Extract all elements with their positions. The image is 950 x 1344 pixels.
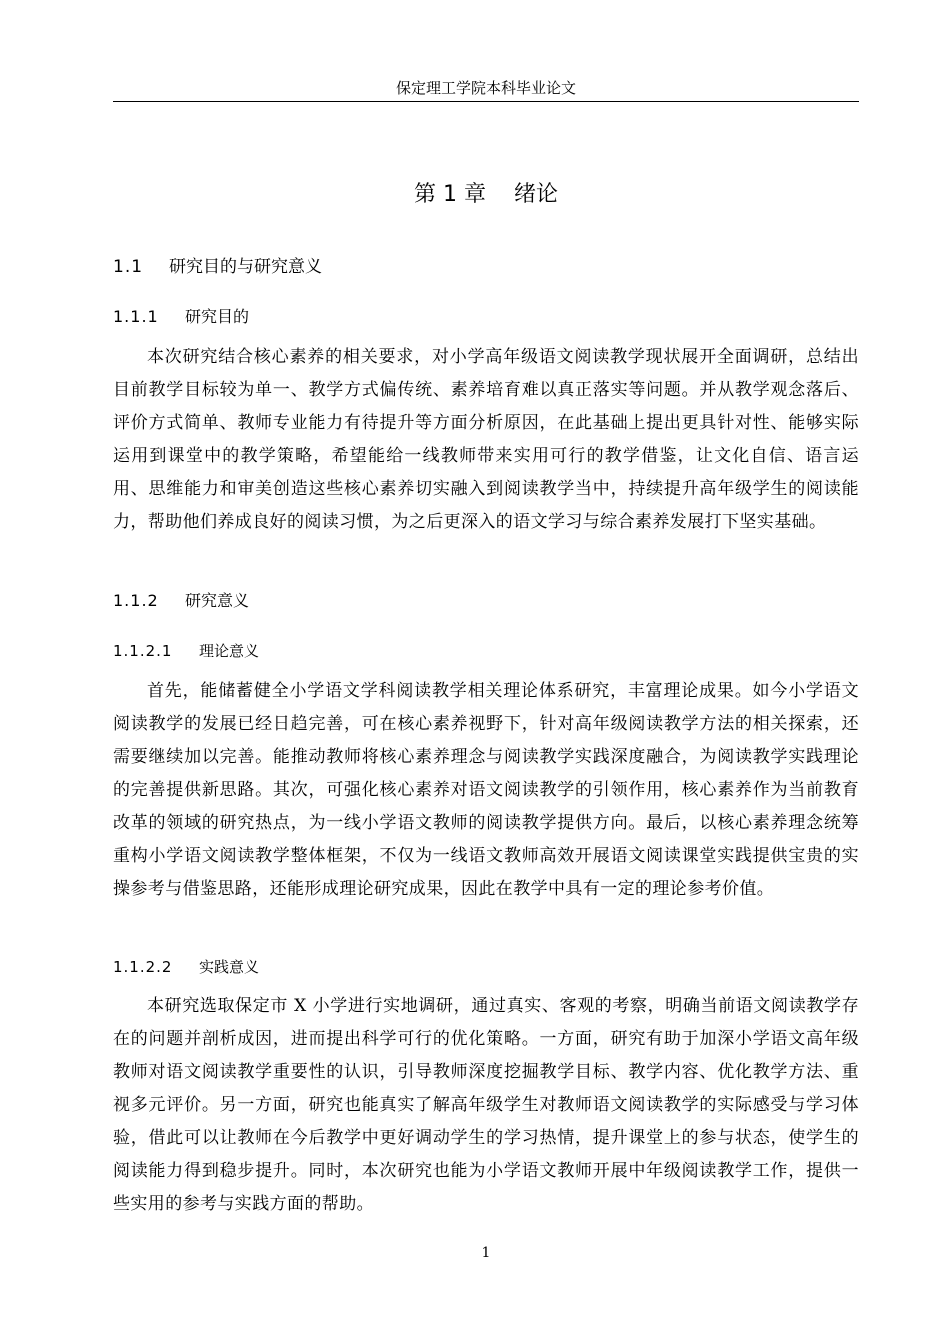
section-number: 1.1.2.1: [113, 642, 173, 660]
page-header: 保定理工学院本科毕业论文: [395, 79, 576, 97]
chapter-title: 第 1 章 绪论: [414, 182, 558, 207]
section-number: 1.1.1: [113, 307, 159, 326]
section-title: 理论意义: [199, 642, 260, 660]
section-title: 实践意义: [199, 958, 260, 976]
paragraph-research-purpose: 本次研究结合核心素养的相关要求，对小学高年级语文阅读教学现状展开全面调研，总结出目前教学目标较为单一、教学方式偏传统、素养培育难以真正落实等问题。并从教学观念落后、评价方式简单、教师专业能力有待提升等方面分析原因，在此基础上提出更具针对性、能够实际运用到课堂中的教学策略，希望能给一线教师带来实用可行的教学借鉴，让文化自信、语言运用、思维能力和审美创造这些核心素养切实融入到阅读教学当中，持续提升高年级学生的阅读能力，帮助他们养成良好的阅读习惯，为之后更深入的语文学习与综合素养发展打下坚实基础。: [113, 347, 859, 532]
section-heading-1-1-2: [113, 589, 249, 613]
section-title: 研究目的与研究意义: [169, 257, 322, 277]
section-number: 1.1.2.2: [113, 958, 173, 976]
section-heading-1-1-1: [113, 305, 249, 329]
header-rule: [113, 101, 859, 102]
section-title: 研究意义: [185, 591, 250, 610]
section-heading-1-1: [113, 254, 322, 280]
section-number: 1.1.2: [113, 591, 159, 610]
paragraph-practical-significance: 本研究选取保定市 X 小学进行实地调研，通过真实、客观的考察，明确当前语文阅读教学存在的问题并剖析成因，进而提出科学可行的优化策略。一方面，研究有助于加深小学语文高年级教师对语文阅读教学重要性的认识，引导教师深度挖掘教学目标、教学内容、优化教学方法、重视多元评价。另一方面，研究也能真实了解高年级学生对教师语文阅读教学的实际感受与学习体验，借此可以让教师在今后教学中更好调动学生的学习热情，提升课堂上的参与状态，使学生的阅读能力得到稳步提升。同时，本次研究也能为小学语文教师开展中年级阅读教学工作，提供一些实用的参考与实践方面的帮助。: [113, 996, 859, 1214]
paragraph-theoretical-significance: 首先，能储蓄健全小学语文学科阅读教学相关理论体系研究，丰富理论成果。如今小学语文阅读教学的发展已经日趋完善，可在核心素养视野下，针对高年级阅读教学方法的相关探索，还需要继续加以完善。能推动教师将核心素养理念与阅读教学实践深度融合，为阅读教学实践理论的完善提供新思路。其次，可强化核心素养对语文阅读教学的引领作用，核心素养作为当前教育改革的领域的研究热点，为一线小学语文教师的阅读教学提供方向。最后，以核心素养理念统筹重构小学语文阅读教学整体框架，不仅为一线语文教师高效开展语文阅读课堂实践提供宝贵的实操参考与借鉴思路，还能形成理论研究成果，因此在教学中具有一定的理论参考价值。: [113, 681, 859, 899]
page-number: 1: [481, 1245, 491, 1261]
section-heading-1-1-2-1: [113, 640, 259, 662]
section-title: 研究目的: [185, 307, 250, 326]
section-number: 1.1: [113, 257, 144, 277]
section-heading-1-1-2-2: [113, 956, 259, 978]
